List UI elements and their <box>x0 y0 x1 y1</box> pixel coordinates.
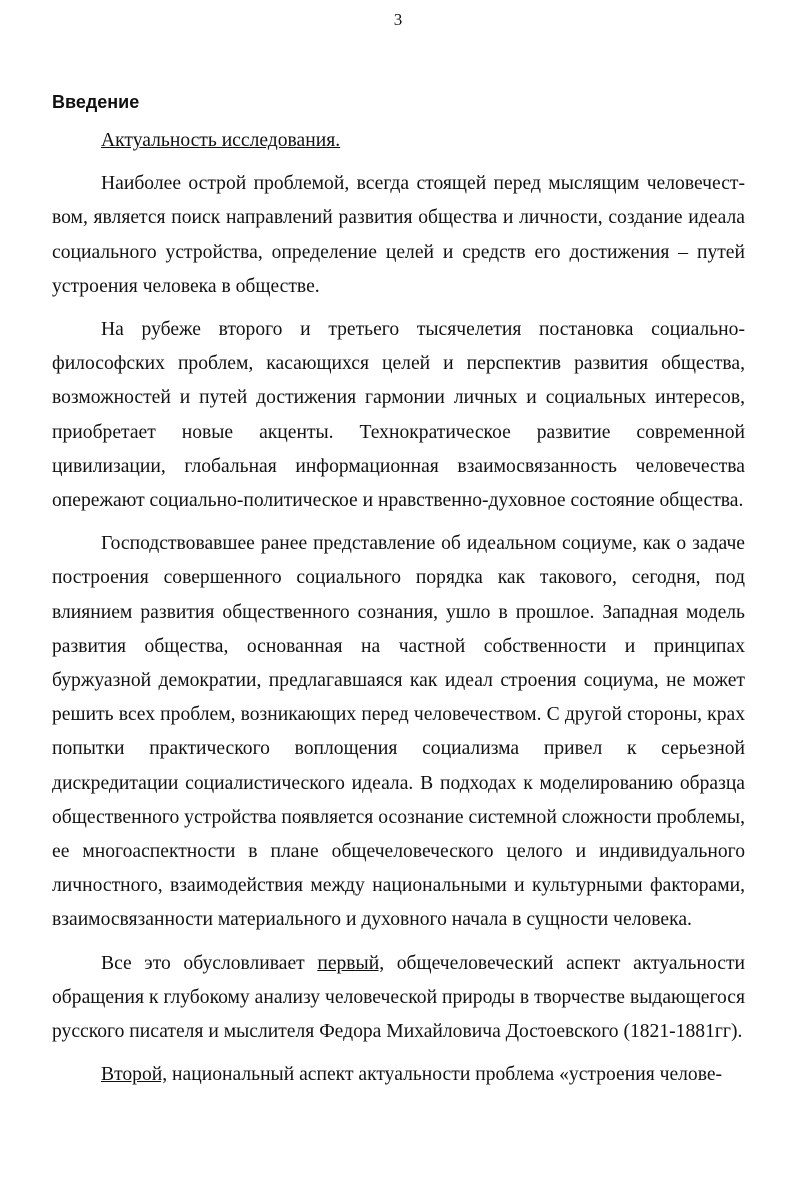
paragraph-5 <box>52 1058 745 1092</box>
paragraph-3: Господствовавшее ранее представление об идеальном социуме, как о задаче построения совершенного социального порядка как такового, сегодня, под влиянием развития общественного сознания, ушло в прошлое. Западная модель развития общества, основанная на частной собственности и принципах буржуазной демократии, предлагавшаяся как идеал строения социума, не может решить всех проблем, возникающих перед человечеством. С другой стороны, крах попытки практического воплощения социализма привел к серьезной дискредитации социалистического идеала. В подходах к моделированию образца общественного устройства появляется осознание системной сложности проблемы, ее многоаспектности в плане общечеловеческого целого и индивидуального личностного, взаимодействия между национальными и культурными факторами, взаимосвязанности материального и духовного начала в сущности человека. <box>52 533 745 931</box>
subtitle: Актуальность исследования. <box>101 130 341 151</box>
paragraph-1: Наиболее острой проблемой, всегда стоящей перед мыслящим человечест-вом, является поиск направлений развития общества и личности, создание идеала социального устройства, определение целей и средств его достижения – путей устроения человека в обществе. <box>52 173 745 297</box>
first-aspect-emphasis: первый, <box>317 952 385 974</box>
paragraph-5-rest: национальный аспект актуальности проблема «устроения челове- <box>167 1064 723 1086</box>
second-aspect-emphasis: Второй, <box>101 1064 168 1086</box>
paragraph-4 <box>52 947 745 1050</box>
subtitle-paragraph <box>52 124 745 158</box>
paragraph-4-lead: Все это обусловливает <box>101 952 318 974</box>
section-heading: Введение <box>52 92 140 112</box>
document-body <box>52 124 745 1101</box>
paragraph-4-rest: общечеловеческий аспект актуальности обращения к глубокому анализу человеческой природы в творчестве выдающегося русского писателя и мыслителя Федора Михайловича Достоевского (1821-1881гг). <box>52 952 745 1043</box>
paragraph-2: На рубеже второго и третьего тысячелетия постановка социально-философских проблем, касающихся целей и перспектив развития общества, возможностей и путей достижения гармонии личных и социальных интересов, приобретает новые акценты. Технократическое развитие современной цивилизации, глобальная информационная взаимосвязанность человечества опережают социально-политическое и нравственно-духовное состояние общества. <box>52 319 745 512</box>
page-number: 3 <box>393 10 403 29</box>
